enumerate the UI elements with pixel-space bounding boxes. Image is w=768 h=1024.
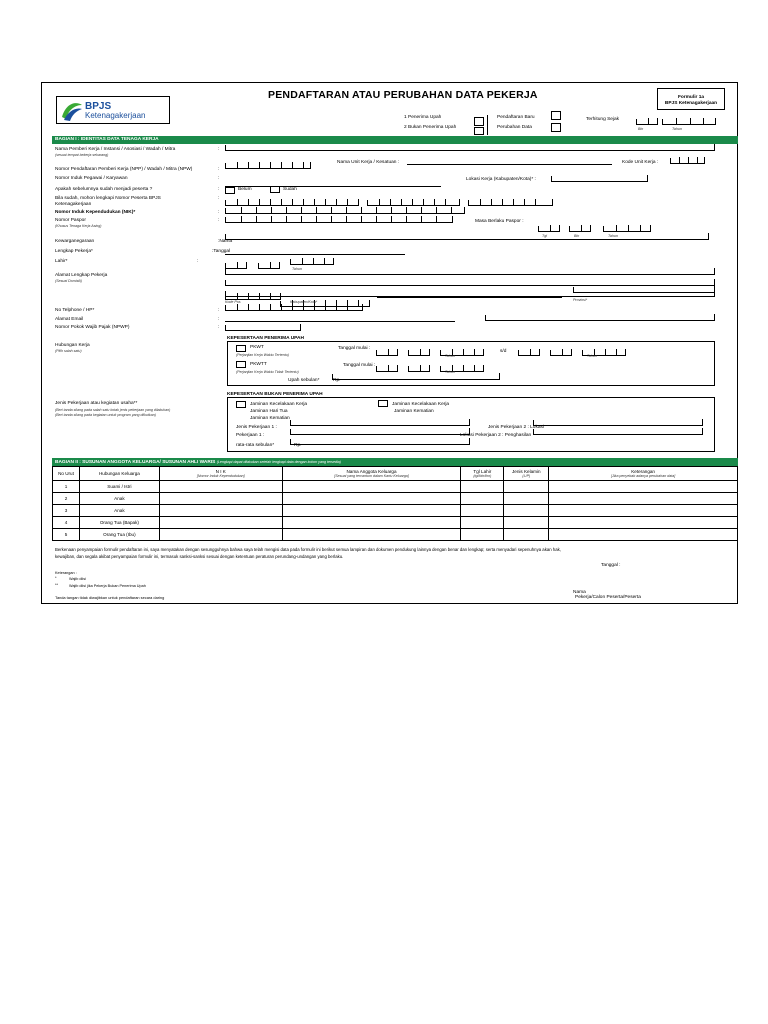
paspor-tahun-caption: Tahun — [608, 234, 618, 238]
tempat-lahir-field[interactable] — [225, 250, 405, 255]
rata-rata-label: rata-rata sebulan* — [236, 443, 275, 448]
row-no: 2 — [53, 493, 80, 505]
pkwt-note: (Perjanjian Kerja Waktu Tertentu) — [236, 353, 289, 357]
row-tgl-cell[interactable] — [461, 493, 504, 505]
sudah-peserta-label: Apakah sebelumnya sudah menjadi peserta ? — [55, 187, 153, 192]
nomor-paspor-field[interactable] — [225, 217, 453, 223]
paspor-tgl-field[interactable] — [538, 226, 560, 232]
pkwt-tahun-caption: Tahun — [445, 354, 455, 358]
note2-mark: ** — [55, 582, 59, 587]
pkwt-bln-field[interactable] — [408, 350, 430, 356]
colon: : — [218, 210, 220, 215]
logo-text-bpjs: BPJS — [85, 101, 112, 112]
statement-text: Berkenaan penyampaian formulir pendaftaran ini, saya menyatakan dengan sesungguhnya bahwa saya telah mengisi data pada formulir ini berikut semua lampiran dan dokumen pendukung lainnya dengan benar dan lengkap; serta menyadari sepenuhnya akan hak, — [55, 547, 561, 552]
pkwtt-label: PKWTT — [250, 362, 267, 367]
provinsi-field[interactable] — [573, 287, 715, 293]
nomor-peserta-field-3[interactable] — [468, 200, 553, 206]
row-ket-cell[interactable] — [549, 481, 738, 493]
bukan-penerima-upah-checkbox[interactable] — [474, 127, 484, 135]
ketenagakerjaan-label: Ketenagakerjaan — [55, 202, 92, 207]
tanggal-label: :Tanggal — [212, 249, 231, 254]
colon: : — [218, 187, 220, 192]
lengkap-pekerja-label: Lengkap Pekerja* — [55, 249, 93, 254]
jenis-pekerjaan-1-field[interactable] — [290, 420, 470, 426]
colon: : — [218, 176, 220, 181]
masa-berlaku-paspor-label: Masa Berlaku Paspor : — [475, 219, 524, 224]
pkwtt-tgl-field[interactable] — [376, 366, 398, 372]
terhitung-tahun-caption: Tahun — [672, 127, 682, 131]
note2-text: Wajib diisi jika Pekerja Bukan Penerima Upah — [69, 584, 146, 588]
note1-mark: * — [55, 575, 57, 580]
pkwt-tanggal-mulai-label: Tanggal mulai : — [338, 346, 371, 351]
nomor-paspor-label: Nomor Paspor — [55, 218, 86, 223]
nama-label: :Nama — [218, 239, 233, 244]
lahir-tahun-field[interactable] — [290, 259, 334, 265]
row-no: 5 — [53, 529, 80, 541]
kepesertaan-bpu-title: KEPESERTAAN BUKAN PENERIMA UPAH — [227, 392, 323, 397]
family-table-header — [53, 467, 738, 481]
npwp-label: Nomor Pokok Wajib Pajak (NPWP) — [55, 325, 130, 330]
row-jk-cell[interactable] — [504, 505, 549, 517]
row-tgl-cell[interactable] — [461, 517, 504, 529]
row-hubungan: Anak — [79, 505, 159, 517]
kepesertaan-pu-title: KEPESERTAAN PENERIMA UPAH — [227, 336, 304, 341]
jkm1-label: Jaminan Kematian — [250, 416, 290, 421]
nama-lengkap-field[interactable] — [225, 234, 709, 240]
paspor-tgl-caption: Tgl — [542, 234, 547, 238]
section2-title-note: (Lengkapi dapat dilakukan setelah lengkapi data dengan kolom yang tersedia) — [216, 460, 341, 464]
pkwt-tgl-field[interactable] — [376, 350, 398, 356]
nama-pemberi-kerja-label: Nama Pemberi Kerja / Instansi / Asosiasi / Wadah / Mitra — [55, 147, 176, 152]
terhitung-sejak-label: Terhitung Sejak — [586, 117, 620, 122]
pekerjaan-1-label: Pekerjaan 1 : — [236, 433, 265, 438]
hubungan-kerja-note: (Pilih salah satu) — [55, 349, 82, 353]
section1-header: BAGIAN I : IDENTITAS DATA TENAGA KERJA — [52, 136, 738, 144]
col-keterangan: Keterangan [Jika penyebab adanya perubahan data] — [549, 467, 738, 481]
penghasilan-field[interactable] — [290, 439, 470, 445]
pkwtt-tahun-caption: Tahun — [445, 370, 455, 374]
form-title: PENDAFTARAN ATAU PERUBAHAN DATA PEKERJA — [268, 89, 538, 101]
colon: : — [218, 308, 220, 313]
nip-label: Nomor Induk Pegawai / Karyawan — [55, 176, 128, 181]
paspor-tahun-field[interactable] — [603, 226, 651, 232]
upah-rp-label: Rp. — [333, 378, 341, 383]
bpjs-logo-box — [56, 96, 170, 124]
penerima-upah-checkbox[interactable] — [474, 117, 484, 126]
row-no: 1 — [53, 481, 80, 493]
kabupaten-kota-name-field[interactable] — [377, 293, 562, 298]
jht-label: Jaminan Hari Tua — [250, 409, 288, 414]
jenis-pekerjaan-usaha-label: Jenis Pekerjaan atau kegiatan usaha** — [55, 401, 138, 406]
row-tgl-cell[interactable] — [461, 529, 504, 541]
lahir-tahun-caption: Tahun — [292, 267, 302, 271]
alamat-email-field[interactable] — [225, 317, 455, 322]
jkk1-label: Jaminan Kecelakaan Kerja — [250, 402, 308, 407]
row-hubungan: Anak — [79, 493, 159, 505]
npp-field[interactable] — [225, 163, 311, 169]
nama-unit-kerja-field[interactable] — [407, 160, 612, 165]
penerima-upah-label: 1 Penerima Upah — [404, 115, 442, 120]
table-row — [53, 529, 738, 541]
row-nik-cell[interactable] — [159, 529, 282, 541]
nik-field[interactable] — [225, 208, 465, 214]
row-hubungan: Orang Tua (Bapak) — [79, 517, 159, 529]
logo-text-ketenagakerjaan: Ketenagakerjaan — [85, 111, 146, 120]
formulir-label: Formulir 1a — [677, 95, 705, 100]
pkwt-sd-bln-field[interactable] — [550, 350, 572, 356]
table-row — [53, 505, 738, 517]
colon: : — [218, 196, 220, 201]
pkwtt-note: (Perjanjian Kerja Waktu Tidak Tertentu) — [236, 370, 299, 374]
kabupaten-kota-caption: Kabupaten/Kota* — [290, 300, 318, 304]
row-nik-cell[interactable] — [159, 505, 282, 517]
bukan-penerima-upah-label: 2 Bukan Penerima Upah — [404, 125, 457, 130]
lahir-label: Lahir* — [55, 259, 68, 264]
row-hubungan: Suami / Istri — [79, 481, 159, 493]
family-table — [52, 466, 738, 541]
row-nik-cell[interactable] — [159, 517, 282, 529]
keterangan-label: Keterangan : — [55, 571, 77, 575]
nama-unit-kerja-label: Nama Unit Kerja / Kesatuan : — [337, 160, 400, 165]
pkwt-sd-tahun-caption: Tahun — [587, 354, 597, 358]
nama-signature-label: Nama — [573, 590, 586, 595]
colon: : — [218, 147, 220, 152]
no-telepon-label: No Telphone / HP* — [55, 308, 95, 313]
lokasi-pekerjaan-1-field[interactable] — [290, 429, 470, 435]
row-ket-cell[interactable] — [549, 493, 738, 505]
row-nama-cell[interactable] — [282, 505, 461, 517]
perubahan-data-checkbox[interactable] — [551, 123, 561, 132]
statement-text-2: kewajiban, dan segala akibat penyampaian formulir ini, termasuk sanksi-sanksi sesuai dengan ketentuan peraturan perundang-undangan yang berlaku. — [55, 554, 344, 559]
no-telepon-field[interactable] — [225, 305, 363, 311]
row-nik-cell[interactable] — [159, 493, 282, 505]
jenis-pekerjaan-2-field[interactable] — [533, 420, 703, 426]
nama-pemberi-kerja-field[interactable] — [225, 145, 715, 151]
alamat-note: (Sesuai Domisili) — [55, 279, 82, 283]
nomor-paspor-note: (Khusus Tenaga Kerja Asing) — [55, 224, 102, 228]
pkwtt-checkbox[interactable] — [236, 361, 246, 368]
alamat-label: Alamat Lengkap Pekerja — [55, 273, 108, 278]
kode-pos-caption: Kode Pos — [225, 300, 241, 304]
colon: : — [218, 325, 220, 330]
sudah-checkbox[interactable] — [270, 186, 280, 193]
jkm2-label: Jaminan Kematian — [394, 409, 434, 414]
row-nama-cell[interactable] — [282, 529, 461, 541]
lokasi-pekerjaan-2-field[interactable] — [533, 429, 703, 435]
jenis-pekerjaan-2-label: Jenis Pekerjaan 2 : Lokasi — [488, 425, 544, 430]
sudah-label: Sudah — [283, 187, 297, 192]
row-tgl-cell[interactable] — [461, 481, 504, 493]
col-nik: N I K [Nomor Induk Kependudukan] — [159, 467, 282, 481]
upah-sebulan-field[interactable] — [332, 374, 500, 380]
pkwt-label: PKWT — [250, 345, 264, 350]
lokasi-kerja-label: Lokasi Kerja (Kabupaten/Kota)* : — [466, 177, 536, 182]
col-tgl-lahir: Tgl Lahir (tgl/bln/thn) — [461, 467, 504, 481]
paspor-bln-field[interactable] — [569, 226, 591, 232]
pendaftaran-baru-checkbox[interactable] — [551, 111, 561, 120]
col-jenis-kelamin: Jenis Kelamin (L/P) — [504, 467, 549, 481]
row-ket-cell[interactable] — [549, 517, 738, 529]
kode-unit-kerja-label: Kode Unit Kerja : — [622, 160, 659, 165]
paspor-bln-caption: Bln — [574, 234, 580, 238]
provinsi-caption: Provinsi* — [573, 298, 588, 302]
hubungan-kerja-label: Hubungan Kerja — [55, 343, 90, 348]
table-row — [53, 493, 738, 505]
terhitung-bln-field[interactable] — [636, 119, 658, 125]
lokasi-pekerjaan-2-label: Lokasi Pekerjaan 2 : Penghasilan — [460, 433, 532, 438]
kepesertaan-pu-panel — [227, 341, 715, 386]
npwp-field[interactable] — [225, 325, 301, 331]
pendaftaran-baru-label: Pendaftaran Baru — [497, 115, 535, 120]
jenis-note-1: (Beri tanda silang pada salah satu kotak jenis pekerjaan yang dilakukan) — [55, 408, 171, 412]
jenis-note-2: (Beri tanda silang pada kegiatan untuk program yang diikutkan) — [55, 413, 156, 417]
perubahan-data-label: Perubahan Data — [497, 125, 532, 130]
pekerja-calon-label: Pekerja/Calon Peserta/Peserta — [575, 595, 641, 600]
jkk2-label: Jaminan Kecelakaan Kerja — [392, 402, 450, 407]
row-nama-cell[interactable] — [282, 481, 461, 493]
note1-text: Wajib diisi — [69, 577, 86, 581]
row-no: 3 — [53, 505, 80, 517]
nip-field[interactable] — [225, 182, 441, 187]
row-nama-cell[interactable] — [282, 493, 461, 505]
alamat-email-label: Alamat Email — [55, 317, 84, 322]
col-hubungan: Hubungan Keluarga — [79, 467, 159, 481]
colon: : — [218, 317, 220, 322]
row-jk-cell[interactable] — [504, 481, 549, 493]
alamat-field-1[interactable] — [225, 269, 715, 275]
nomor-peserta-field-2[interactable] — [367, 200, 460, 206]
bpjs-logo-icon — [60, 99, 84, 123]
pkwt-sd-tgl-field[interactable] — [518, 350, 540, 356]
table-row — [53, 517, 738, 529]
npp-label: Nomor Pendaftaran Pemberi Kerja (NPP) / Wadah / Mitra (NPW) — [55, 167, 193, 172]
upah-sebulan-label: Upah sebulan* — [288, 378, 320, 383]
terhitung-bln-caption: Bln — [638, 127, 644, 131]
row-ket-cell[interactable] — [549, 505, 738, 517]
kode-unit-kerja-field[interactable] — [670, 158, 705, 164]
registration-form — [41, 82, 738, 604]
row-jk-cell[interactable] — [504, 517, 549, 529]
lokasi-kerja-field[interactable] — [551, 176, 648, 182]
col-nama: Nama Anggota Keluarga [Sesuai yang tercantum dalam Kartu Keluarga] — [282, 467, 461, 481]
row-jk-cell[interactable] — [504, 529, 549, 541]
alamat-field-2[interactable] — [225, 280, 715, 286]
terhitung-tahun-field[interactable] — [662, 119, 716, 125]
nik-label: Nomor Induk Kependudukan (NIK)* — [55, 210, 136, 215]
row-jk-cell[interactable] — [504, 493, 549, 505]
colon: : — [218, 218, 220, 223]
pkwtt-tanggal-mulai-label: Tanggal mulai : — [343, 363, 376, 368]
col-no-urut: No Urut — [53, 467, 80, 481]
alamat-email-field-2[interactable] — [485, 315, 715, 321]
pkwtt-bln-field[interactable] — [408, 366, 430, 372]
row-ket-cell[interactable] — [549, 529, 738, 541]
header-divider — [487, 115, 488, 135]
bila-sudah-label: Bila sudah, mohon lengkapi Nomor Peserta BPJS — [55, 196, 161, 201]
nomor-peserta-field-1[interactable] — [225, 200, 359, 206]
formulir-sub: BPJS Ketenagakerjaan — [664, 101, 718, 106]
jkk2-checkbox[interactable] — [378, 400, 388, 407]
colon: : — [218, 167, 220, 172]
rata-rata-rp: Rp. — [294, 443, 302, 448]
jkk1-checkbox[interactable] — [236, 401, 246, 408]
belum-checkbox[interactable] — [225, 187, 235, 194]
pkwt-checkbox[interactable] — [236, 345, 246, 352]
table-row — [53, 481, 738, 493]
section2-header — [52, 458, 738, 466]
tanggal-label: Tanggal : — [601, 563, 621, 568]
row-nik-cell[interactable] — [159, 481, 282, 493]
formulir-box — [657, 88, 725, 110]
tanda-tangan-note: Tanda tangan tidak diwajibkan untuk pendaftaran secara daring — [55, 595, 165, 600]
row-tgl-cell[interactable] — [461, 505, 504, 517]
belum-label: Belum — [238, 187, 252, 192]
row-no: 4 — [53, 517, 80, 529]
colon: : — [197, 259, 199, 264]
pkwt-sd-label: s/d — [500, 349, 507, 354]
row-nama-cell[interactable] — [282, 517, 461, 529]
kewarganegaraan-label: Kewarganegaraan — [55, 239, 95, 244]
jenis-pekerjaan-1-label: Jenis Pekerjaan 1 : — [236, 425, 277, 430]
row-hubungan: Orang Tua (Ibu) — [79, 529, 159, 541]
section2-title: BAGIAN II : SUSUNAN ANGGOTA KELUARGA/ SUSUNAN AHLI WARIS — [55, 460, 216, 465]
kepesertaan-bpu-panel — [227, 397, 715, 452]
nama-pemberi-kerja-note: (sesuai tempat bekerja sekarang) — [55, 153, 109, 157]
